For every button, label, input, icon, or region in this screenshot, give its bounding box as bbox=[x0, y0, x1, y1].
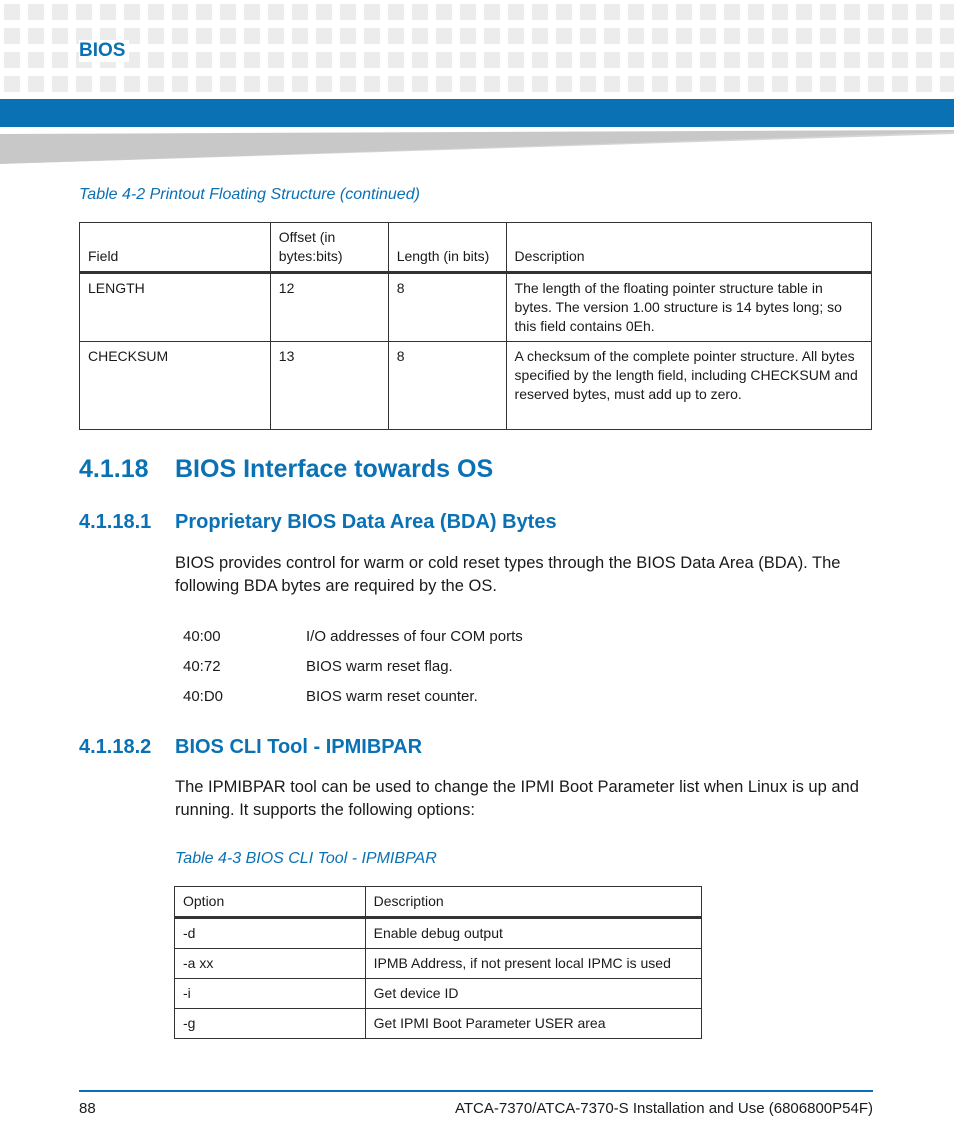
table-cell: 8 bbox=[388, 273, 506, 342]
header-pattern-square bbox=[196, 52, 212, 68]
table-cell: -g bbox=[175, 1009, 366, 1039]
header-pattern-square bbox=[268, 76, 284, 92]
column-header: Description bbox=[365, 887, 701, 918]
header-pattern-square bbox=[628, 76, 644, 92]
header-pattern-square bbox=[628, 52, 644, 68]
bda-address: 40:72 bbox=[183, 658, 221, 675]
header-pattern-square bbox=[340, 4, 356, 20]
table-row bbox=[175, 949, 702, 979]
header-pattern-square bbox=[604, 76, 620, 92]
header-pattern-square bbox=[196, 76, 212, 92]
header-pattern-square bbox=[652, 4, 668, 20]
header-section-label: BIOS bbox=[79, 40, 129, 62]
header-pattern-square bbox=[148, 28, 164, 44]
header-pattern-square bbox=[508, 4, 524, 20]
header-pattern-square bbox=[892, 4, 908, 20]
column-header: Field bbox=[80, 223, 271, 273]
header-pattern-square bbox=[244, 76, 260, 92]
header-pattern-square bbox=[940, 4, 954, 20]
header-pattern-square bbox=[244, 4, 260, 20]
header-pattern-square bbox=[604, 28, 620, 44]
table-row bbox=[80, 342, 872, 430]
header-pattern-square bbox=[868, 76, 884, 92]
header-pattern-square bbox=[292, 76, 308, 92]
header-pattern-square bbox=[820, 52, 836, 68]
header-pattern-square bbox=[916, 76, 932, 92]
header-pattern-square bbox=[436, 52, 452, 68]
table-cell: The length of the floating pointer structure table in bytes. The version 1.00 structure is 14 bytes long; so this field contains 0Eh. bbox=[506, 273, 871, 342]
bda-description: I/O addresses of four COM ports bbox=[306, 628, 523, 645]
header-pattern-square bbox=[580, 76, 596, 92]
header-pattern-square bbox=[532, 52, 548, 68]
table-4-2-caption: Table 4-2 Printout Floating Structure (continued) bbox=[79, 186, 420, 203]
header-pattern-square bbox=[916, 4, 932, 20]
bda-description: BIOS warm reset counter. bbox=[306, 688, 478, 705]
header-pattern-square bbox=[532, 76, 548, 92]
header-pattern-square bbox=[412, 52, 428, 68]
header-pattern-square bbox=[508, 76, 524, 92]
header-pattern-square bbox=[724, 4, 740, 20]
table-header-row bbox=[80, 223, 872, 273]
header-pattern-square bbox=[844, 52, 860, 68]
header-pattern-square bbox=[4, 76, 20, 92]
header-pattern-square bbox=[580, 28, 596, 44]
header-pattern-square bbox=[628, 4, 644, 20]
table-cell: Enable debug output bbox=[365, 918, 701, 949]
header-pattern-square bbox=[868, 28, 884, 44]
header-pattern-square bbox=[700, 4, 716, 20]
header-pattern-square bbox=[892, 28, 908, 44]
header-pattern-square bbox=[844, 28, 860, 44]
bda-description: BIOS warm reset flag. bbox=[306, 658, 453, 675]
column-header: Offset (in bytes:bits) bbox=[270, 223, 388, 273]
header-pattern-square bbox=[172, 52, 188, 68]
header-pattern-square bbox=[916, 28, 932, 44]
section-heading-4-1-18-1 bbox=[79, 511, 557, 534]
header-pattern-square bbox=[52, 52, 68, 68]
header-pattern-square bbox=[28, 76, 44, 92]
header-pattern-square bbox=[100, 76, 116, 92]
header-pattern-square bbox=[748, 52, 764, 68]
header-pattern-square bbox=[340, 76, 356, 92]
table-cell: Get device ID bbox=[365, 979, 701, 1009]
table-cell: -i bbox=[175, 979, 366, 1009]
header-pattern-square bbox=[76, 76, 92, 92]
header-pattern-square bbox=[316, 4, 332, 20]
header-pattern-square bbox=[388, 52, 404, 68]
header-pattern-square bbox=[868, 4, 884, 20]
header-pattern-square bbox=[508, 52, 524, 68]
header-pattern-square bbox=[892, 76, 908, 92]
header-pattern-square bbox=[52, 76, 68, 92]
header-pattern-square bbox=[316, 28, 332, 44]
section-number: 4.1.18 bbox=[79, 455, 149, 483]
header-pattern-square bbox=[268, 4, 284, 20]
table-row bbox=[175, 1009, 702, 1039]
header-pattern-square bbox=[604, 4, 620, 20]
header-pattern-square bbox=[700, 52, 716, 68]
header-pattern-square bbox=[292, 28, 308, 44]
header-pattern-square bbox=[748, 4, 764, 20]
header-pattern-square bbox=[76, 4, 92, 20]
page-number: 88 bbox=[79, 1100, 96, 1117]
column-header: Length (in bits) bbox=[388, 223, 506, 273]
header-pattern-square bbox=[316, 52, 332, 68]
header-pattern-square bbox=[532, 4, 548, 20]
header-pattern-square bbox=[436, 4, 452, 20]
header-pattern-square bbox=[484, 76, 500, 92]
header-pattern-square bbox=[868, 52, 884, 68]
header-pattern-square bbox=[460, 52, 476, 68]
header-pattern-square bbox=[940, 52, 954, 68]
header-pattern-square bbox=[916, 52, 932, 68]
header-pattern-square bbox=[748, 76, 764, 92]
header-pattern-square bbox=[4, 28, 20, 44]
header-pattern-square bbox=[124, 76, 140, 92]
header-pattern-square bbox=[724, 28, 740, 44]
header-pattern-square bbox=[4, 52, 20, 68]
header-pattern-square bbox=[244, 52, 260, 68]
header-pattern-square bbox=[244, 28, 260, 44]
header-pattern-square bbox=[340, 28, 356, 44]
header-pattern-square bbox=[724, 52, 740, 68]
header-pattern-square bbox=[460, 4, 476, 20]
bda-address: 40:D0 bbox=[183, 688, 224, 705]
header-pattern-square bbox=[652, 76, 668, 92]
header-pattern-square bbox=[580, 4, 596, 20]
table-cell: CHECKSUM bbox=[80, 342, 271, 430]
header-pattern-square bbox=[796, 28, 812, 44]
header-pattern-square bbox=[172, 4, 188, 20]
table-cell: 12 bbox=[270, 273, 388, 342]
table-row bbox=[80, 273, 872, 342]
header-pattern-square bbox=[652, 52, 668, 68]
header-pattern-square bbox=[364, 52, 380, 68]
header-pattern-square bbox=[820, 4, 836, 20]
header-pattern-square bbox=[172, 28, 188, 44]
section-number: 4.1.18.1 bbox=[79, 511, 152, 533]
header-pattern-square bbox=[556, 52, 572, 68]
header-pattern-square bbox=[292, 4, 308, 20]
header-pattern-square bbox=[796, 4, 812, 20]
header-pattern-square bbox=[700, 76, 716, 92]
header-pattern-square bbox=[4, 4, 20, 20]
header-pattern-square bbox=[268, 28, 284, 44]
header-pattern-square bbox=[940, 76, 954, 92]
header-blue-band bbox=[0, 99, 954, 127]
footer-rule bbox=[79, 1090, 873, 1092]
header-pattern-square bbox=[28, 52, 44, 68]
table-cell: 13 bbox=[270, 342, 388, 430]
header-pattern-square bbox=[196, 4, 212, 20]
header-pattern-square bbox=[364, 76, 380, 92]
header-pattern-square bbox=[340, 52, 356, 68]
header-pattern-square bbox=[772, 76, 788, 92]
header-pattern-square bbox=[436, 28, 452, 44]
header-pattern-square bbox=[460, 76, 476, 92]
ipmibpar-intro-paragraph: The IPMIBPAR tool can be used to change the IPMI Boot Parameter list when Linux is up and running. It supports the following options: bbox=[175, 778, 859, 819]
table-4-3 bbox=[174, 886, 702, 1039]
table-cell: -d bbox=[175, 918, 366, 949]
table-cell: -a xx bbox=[175, 949, 366, 979]
header-pattern-square bbox=[772, 52, 788, 68]
header-pattern-square bbox=[364, 4, 380, 20]
header-pattern-square bbox=[676, 76, 692, 92]
header-pattern bbox=[0, 0, 954, 96]
header-pattern-square bbox=[220, 52, 236, 68]
table-4-3-caption: Table 4-3 BIOS CLI Tool - IPMIBPAR bbox=[175, 850, 437, 867]
table-row bbox=[175, 918, 702, 949]
header-pattern-square bbox=[484, 4, 500, 20]
header-pattern-square bbox=[172, 76, 188, 92]
header-pattern-square bbox=[28, 4, 44, 20]
header-pattern-square bbox=[220, 76, 236, 92]
header-pattern-square bbox=[724, 76, 740, 92]
header-pattern-square bbox=[364, 28, 380, 44]
header-pattern-square bbox=[220, 28, 236, 44]
bda-address: 40:00 bbox=[183, 628, 221, 645]
table-4-2 bbox=[79, 222, 872, 430]
header-pattern-square bbox=[700, 28, 716, 44]
header-pattern-square bbox=[412, 4, 428, 20]
section-title: BIOS Interface towards OS bbox=[175, 455, 494, 483]
table-cell: 8 bbox=[388, 342, 506, 430]
header-pattern-square bbox=[292, 52, 308, 68]
header-pattern-square bbox=[772, 4, 788, 20]
header-pattern-square bbox=[412, 28, 428, 44]
header-pattern-square bbox=[52, 4, 68, 20]
header-pattern-square bbox=[532, 28, 548, 44]
table-cell: A checksum of the complete pointer structure. All bytes specified by the length field, including CHECKSUM and reserved bytes, must add up to zero. bbox=[506, 342, 871, 430]
header-pattern-square bbox=[28, 28, 44, 44]
table-header-row bbox=[175, 887, 702, 918]
header-pattern-square bbox=[580, 52, 596, 68]
header-pattern-square bbox=[820, 76, 836, 92]
table-cell: Get IPMI Boot Parameter USER area bbox=[365, 1009, 701, 1039]
header-gray-swoosh bbox=[0, 130, 954, 164]
header-pattern-square bbox=[676, 4, 692, 20]
header-pattern-square bbox=[676, 28, 692, 44]
header-pattern-square bbox=[388, 76, 404, 92]
header-pattern-square bbox=[748, 28, 764, 44]
document-title: ATCA-7370/ATCA-7370-S Installation and Use (6806800P54F) bbox=[454, 1100, 873, 1117]
header-pattern-square bbox=[436, 76, 452, 92]
header-pattern-square bbox=[604, 52, 620, 68]
header-pattern-square bbox=[196, 28, 212, 44]
header-pattern-square bbox=[844, 4, 860, 20]
column-header: Option bbox=[175, 887, 366, 918]
header-pattern-square bbox=[100, 4, 116, 20]
header-pattern-square bbox=[220, 4, 236, 20]
section-heading-4-1-18 bbox=[79, 455, 493, 484]
header-pattern-square bbox=[52, 28, 68, 44]
header-pattern-square bbox=[556, 28, 572, 44]
header-pattern-square bbox=[772, 28, 788, 44]
header-pattern-square bbox=[148, 52, 164, 68]
header-pattern-square bbox=[316, 76, 332, 92]
header-pattern-square bbox=[892, 52, 908, 68]
header-pattern-square bbox=[628, 28, 644, 44]
bda-intro-paragraph: BIOS provides control for warm or cold reset types through the BIOS Data Area (BDA). The following BDA bytes are required by the OS. bbox=[175, 554, 841, 595]
header-pattern-square bbox=[940, 28, 954, 44]
header-pattern-square bbox=[676, 52, 692, 68]
header-pattern-square bbox=[148, 76, 164, 92]
header-pattern-square bbox=[796, 52, 812, 68]
table-cell: IPMB Address, if not present local IPMC is used bbox=[365, 949, 701, 979]
table-cell: LENGTH bbox=[80, 273, 271, 342]
header-pattern-square bbox=[388, 4, 404, 20]
header-pattern-square bbox=[796, 76, 812, 92]
header-pattern-square bbox=[412, 76, 428, 92]
section-title: BIOS CLI Tool - IPMIBPAR bbox=[175, 736, 423, 758]
header-pattern-square bbox=[844, 76, 860, 92]
header-pattern-square bbox=[148, 4, 164, 20]
header-pattern-square bbox=[556, 4, 572, 20]
header-pattern-square bbox=[484, 52, 500, 68]
header-pattern-square bbox=[460, 28, 476, 44]
section-number: 4.1.18.2 bbox=[79, 736, 152, 758]
header-pattern-square bbox=[124, 4, 140, 20]
header-pattern-square bbox=[388, 28, 404, 44]
header-pattern-square bbox=[484, 28, 500, 44]
header-pattern-square bbox=[556, 76, 572, 92]
section-title: Proprietary BIOS Data Area (BDA) Bytes bbox=[175, 511, 557, 533]
column-header: Description bbox=[506, 223, 871, 273]
header-pattern-square bbox=[268, 52, 284, 68]
header-pattern-square bbox=[820, 28, 836, 44]
header-pattern-square bbox=[508, 28, 524, 44]
table-row bbox=[175, 979, 702, 1009]
section-heading-4-1-18-2 bbox=[79, 736, 422, 759]
header-pattern-square bbox=[652, 28, 668, 44]
